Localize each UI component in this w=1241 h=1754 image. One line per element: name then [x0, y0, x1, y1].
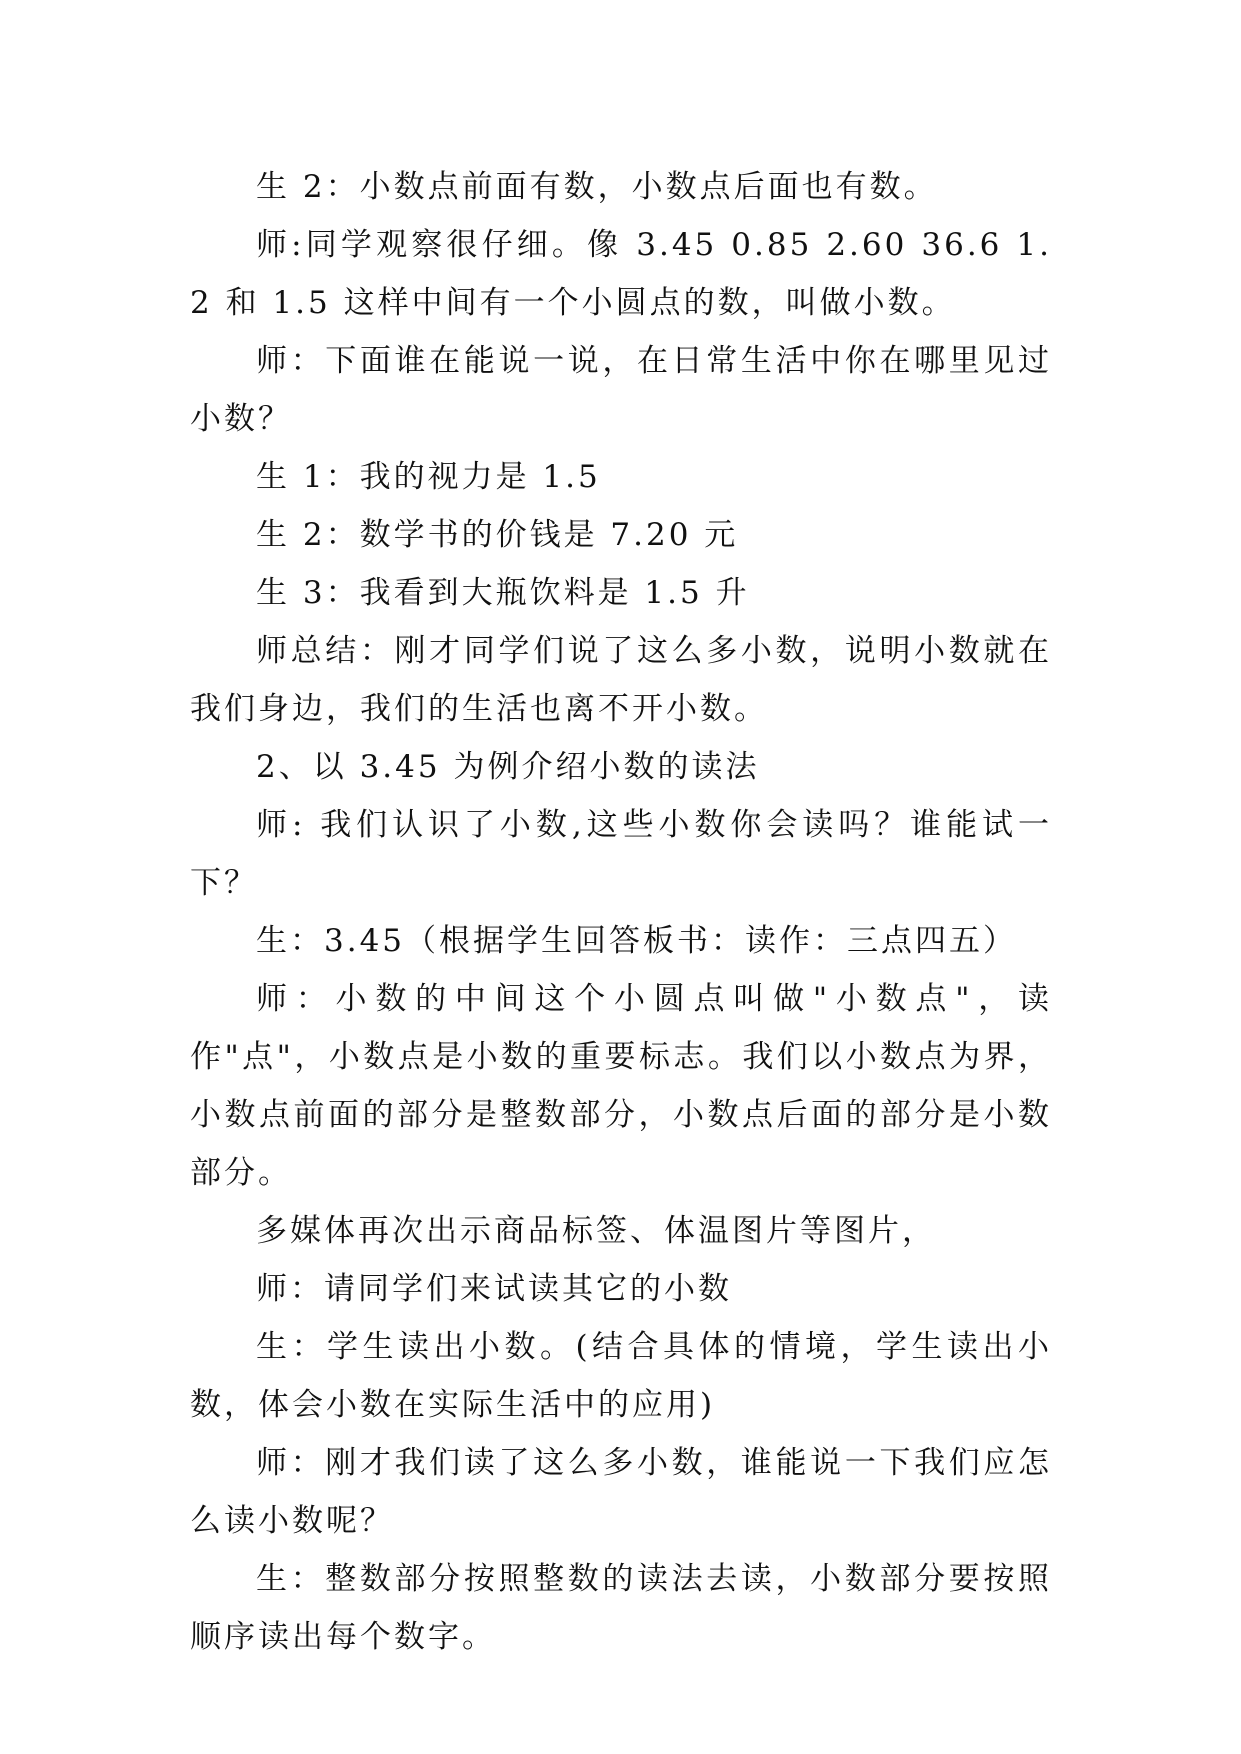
paragraph: 师：下面谁在能说一说，在日常生活中你在哪里见过小数？: [190, 343, 1052, 437]
section-heading: 2、以 3.45 为例介绍小数的读法: [256, 749, 760, 785]
paragraph: 师：请同学们来试读其它的小数: [256, 1271, 732, 1307]
paragraph: 生：整数部分按照整数的读法去读，小数部分要按照顺序读出每个数字。: [190, 1561, 1052, 1655]
paragraph: 多媒体再次出示商品标签、体温图片等图片，: [256, 1213, 936, 1249]
document-body: [190, 158, 1052, 1666]
paragraph: 生 2：小数点前面有数，小数点后面也有数。: [256, 169, 938, 205]
paragraph: 生：学生读出小数。(结合具体的情境，学生读出小数，体会小数在实际生活中的应用): [190, 1329, 1052, 1423]
paragraph: 师：小数的中间这个小圆点叫做"小数点"，读作"点"，小数点是小数的重要标志。我们以小数点为界，小数点前面的部分是整数部分，小数点后面的部分是小数部分。: [190, 981, 1052, 1191]
paragraph: 生 2：数学书的价钱是 7.20 元: [256, 517, 739, 553]
paragraph: 师：刚才我们读了这么多小数，谁能说一下我们应怎么读小数呢？: [190, 1445, 1052, 1539]
paragraph: 师:同学观察很仔细。像 3.45 0.85 2.60 36.6 1.2 和 1.5 这样中间有一个小圆点的数，叫做小数。: [190, 227, 1052, 321]
paragraph: 生 3：我看到大瓶饮料是 1.5 升: [256, 575, 750, 611]
paragraph: 生：3.45（根据学生回答板书：读作：三点四五）: [256, 923, 1018, 959]
paragraph: 师总结：刚才同学们说了这么多小数，说明小数就在我们身边，我们的生活也离不开小数。: [190, 633, 1052, 727]
paragraph: 师: 我们认识了小数,这些小数你会读吗？谁能试一下？: [190, 807, 1052, 901]
paragraph: 生 1：我的视力是 1.5: [256, 459, 601, 495]
